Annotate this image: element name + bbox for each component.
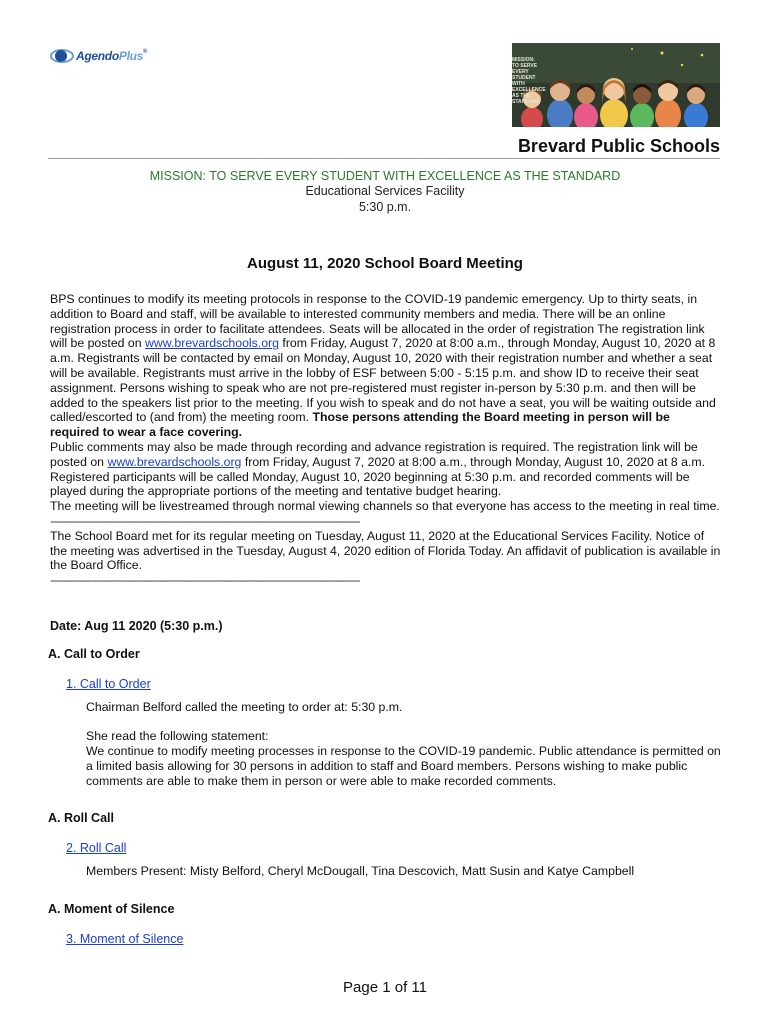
agenda-item-roll-call[interactable]: 2. Roll Call [66, 841, 127, 855]
facility-name: Educational Services Facility [305, 184, 465, 198]
logo-wordmark: AgendoPlus® [76, 49, 148, 63]
minutes-line: She read the following statement: [86, 729, 269, 743]
face-covering-notice: Those persons attending the Board meeting in person will be required to wear a face covering. [50, 410, 670, 440]
notice-paragraph-2: Public comments may also be made through recording and advance registration is required. The registration link will be posted on www.brevardschools.org from Friday, August 7, 2020 at 8:00 a.m., through Monday, August 10, 2020 at 8 a.m. Registered participants will be called Monday, August 10, 2020 beginning at 5:30 p.m. and recorded comments will be played during the appropriate portions of the meeting and tentative budget hearing. [50, 439, 706, 499]
call-to-order-minutes [86, 700, 726, 789]
agenda-item-moment-of-silence[interactable]: 3. Moment of Silence [66, 932, 184, 946]
organization-title: Brevard Public Schools [517, 136, 720, 156]
banner-mission-text: MISSION: TO SERVE EVERY STUDENT WITH EXCELLENCE AS THE STANDARD [512, 57, 546, 105]
agendaplus-logo [50, 44, 147, 68]
notice-paragraph-1: BPS continues to modify its meeting protocols in response to the COVID-19 pandemic emergency. Up to thirty seats, in addition to Board and staff, will be available to interested community members and media. There will be an online registration process in order to facilitate attendees. Seats will be allocated in the order of registration The registration link will be posted on www.brevardschools.org from Friday, August 7, 2020 at 8:00 a.m., through Monday, August 10, 2020 at 8 a.m. Registrants will be contacted by email on Monday, August 10, 2020 with their registration number and whether a seat will be available. Registrants must arrive in the lobby of ESF between 5:00 - 5:15 p.m. and show ID to receive their seat assignment. Persons wishing to speak who are not pre-registered must register in-person by 5:30 p.m. and then will be added to the speakers list prior to the meeting. If you wish to speak and do not have a seat, you will be waiting outside and called/escorted to (and from) the meeting room. Those persons attending the Board meeting in person will be required to wear a face covering. [50, 292, 716, 440]
mission-statement: MISSION: TO SERVE EVERY STUDENT WITH EXCELLENCE AS THE STANDARD [149, 169, 621, 183]
globe-logo-icon [50, 45, 74, 67]
meeting-notice [50, 292, 722, 588]
members-present: Members Present: Misty Belford, Cheryl McDougall, Tina Descovich, Matt Susin and Katye Campbell [86, 864, 635, 878]
header-divider [48, 158, 720, 159]
roll-call-minutes [86, 864, 726, 879]
meeting-title: August 11, 2020 School Board Meeting [247, 255, 523, 272]
notice-paragraph-4: The School Board met for its regular meeting on Tuesday, August 11, 2020 at the Educational Services Facility. Notice of the meeting was advertised in the Tuesday, August 4, 2020 edition of Florida Today. An affidavit of publication is available in the Board Office. [50, 528, 721, 573]
dashed-separator: ---------------------------------------------------------------------------------------------------- [50, 513, 360, 528]
notice-paragraph-3: The meeting will be livestreamed through normal viewing channels so that everyone has access to the meeting in real time. [50, 499, 720, 514]
agenda-item-call-to-order[interactable]: 1. Call to Order [66, 677, 151, 691]
registration-link[interactable]: www.brevardschools.org [145, 336, 279, 351]
section-heading-call-to-order: A. Call to Order [48, 647, 140, 661]
minutes-line: Chairman Belford called the meeting to order at: 5:30 p.m. [86, 700, 403, 714]
meeting-date: Date: Aug 11 2020 (5:30 p.m.) [50, 619, 223, 633]
registration-link-2[interactable]: www.brevardschools.org [107, 454, 242, 469]
dashed-separator-2: ---------------------------------------------------------------------------------------------------- [50, 573, 360, 588]
section-heading-roll-call: A. Roll Call [48, 811, 114, 825]
meeting-time: 5:30 p.m. [358, 200, 412, 214]
minutes-statement: We continue to modify meeting processes in response to the COVID-19 pandemic. Public attendance is permitted on a limited basis allowing for 30 persons in addition to staff and Board members. Persons wishing to make public comments are able to make them in person or were able to make recorded comments. [86, 744, 721, 788]
section-heading-moment-of-silence: A. Moment of Silence [48, 902, 175, 916]
page-number: Page 1 of 11 [343, 979, 427, 996]
header-banner-image [512, 43, 720, 127]
children-photo [512, 43, 720, 127]
